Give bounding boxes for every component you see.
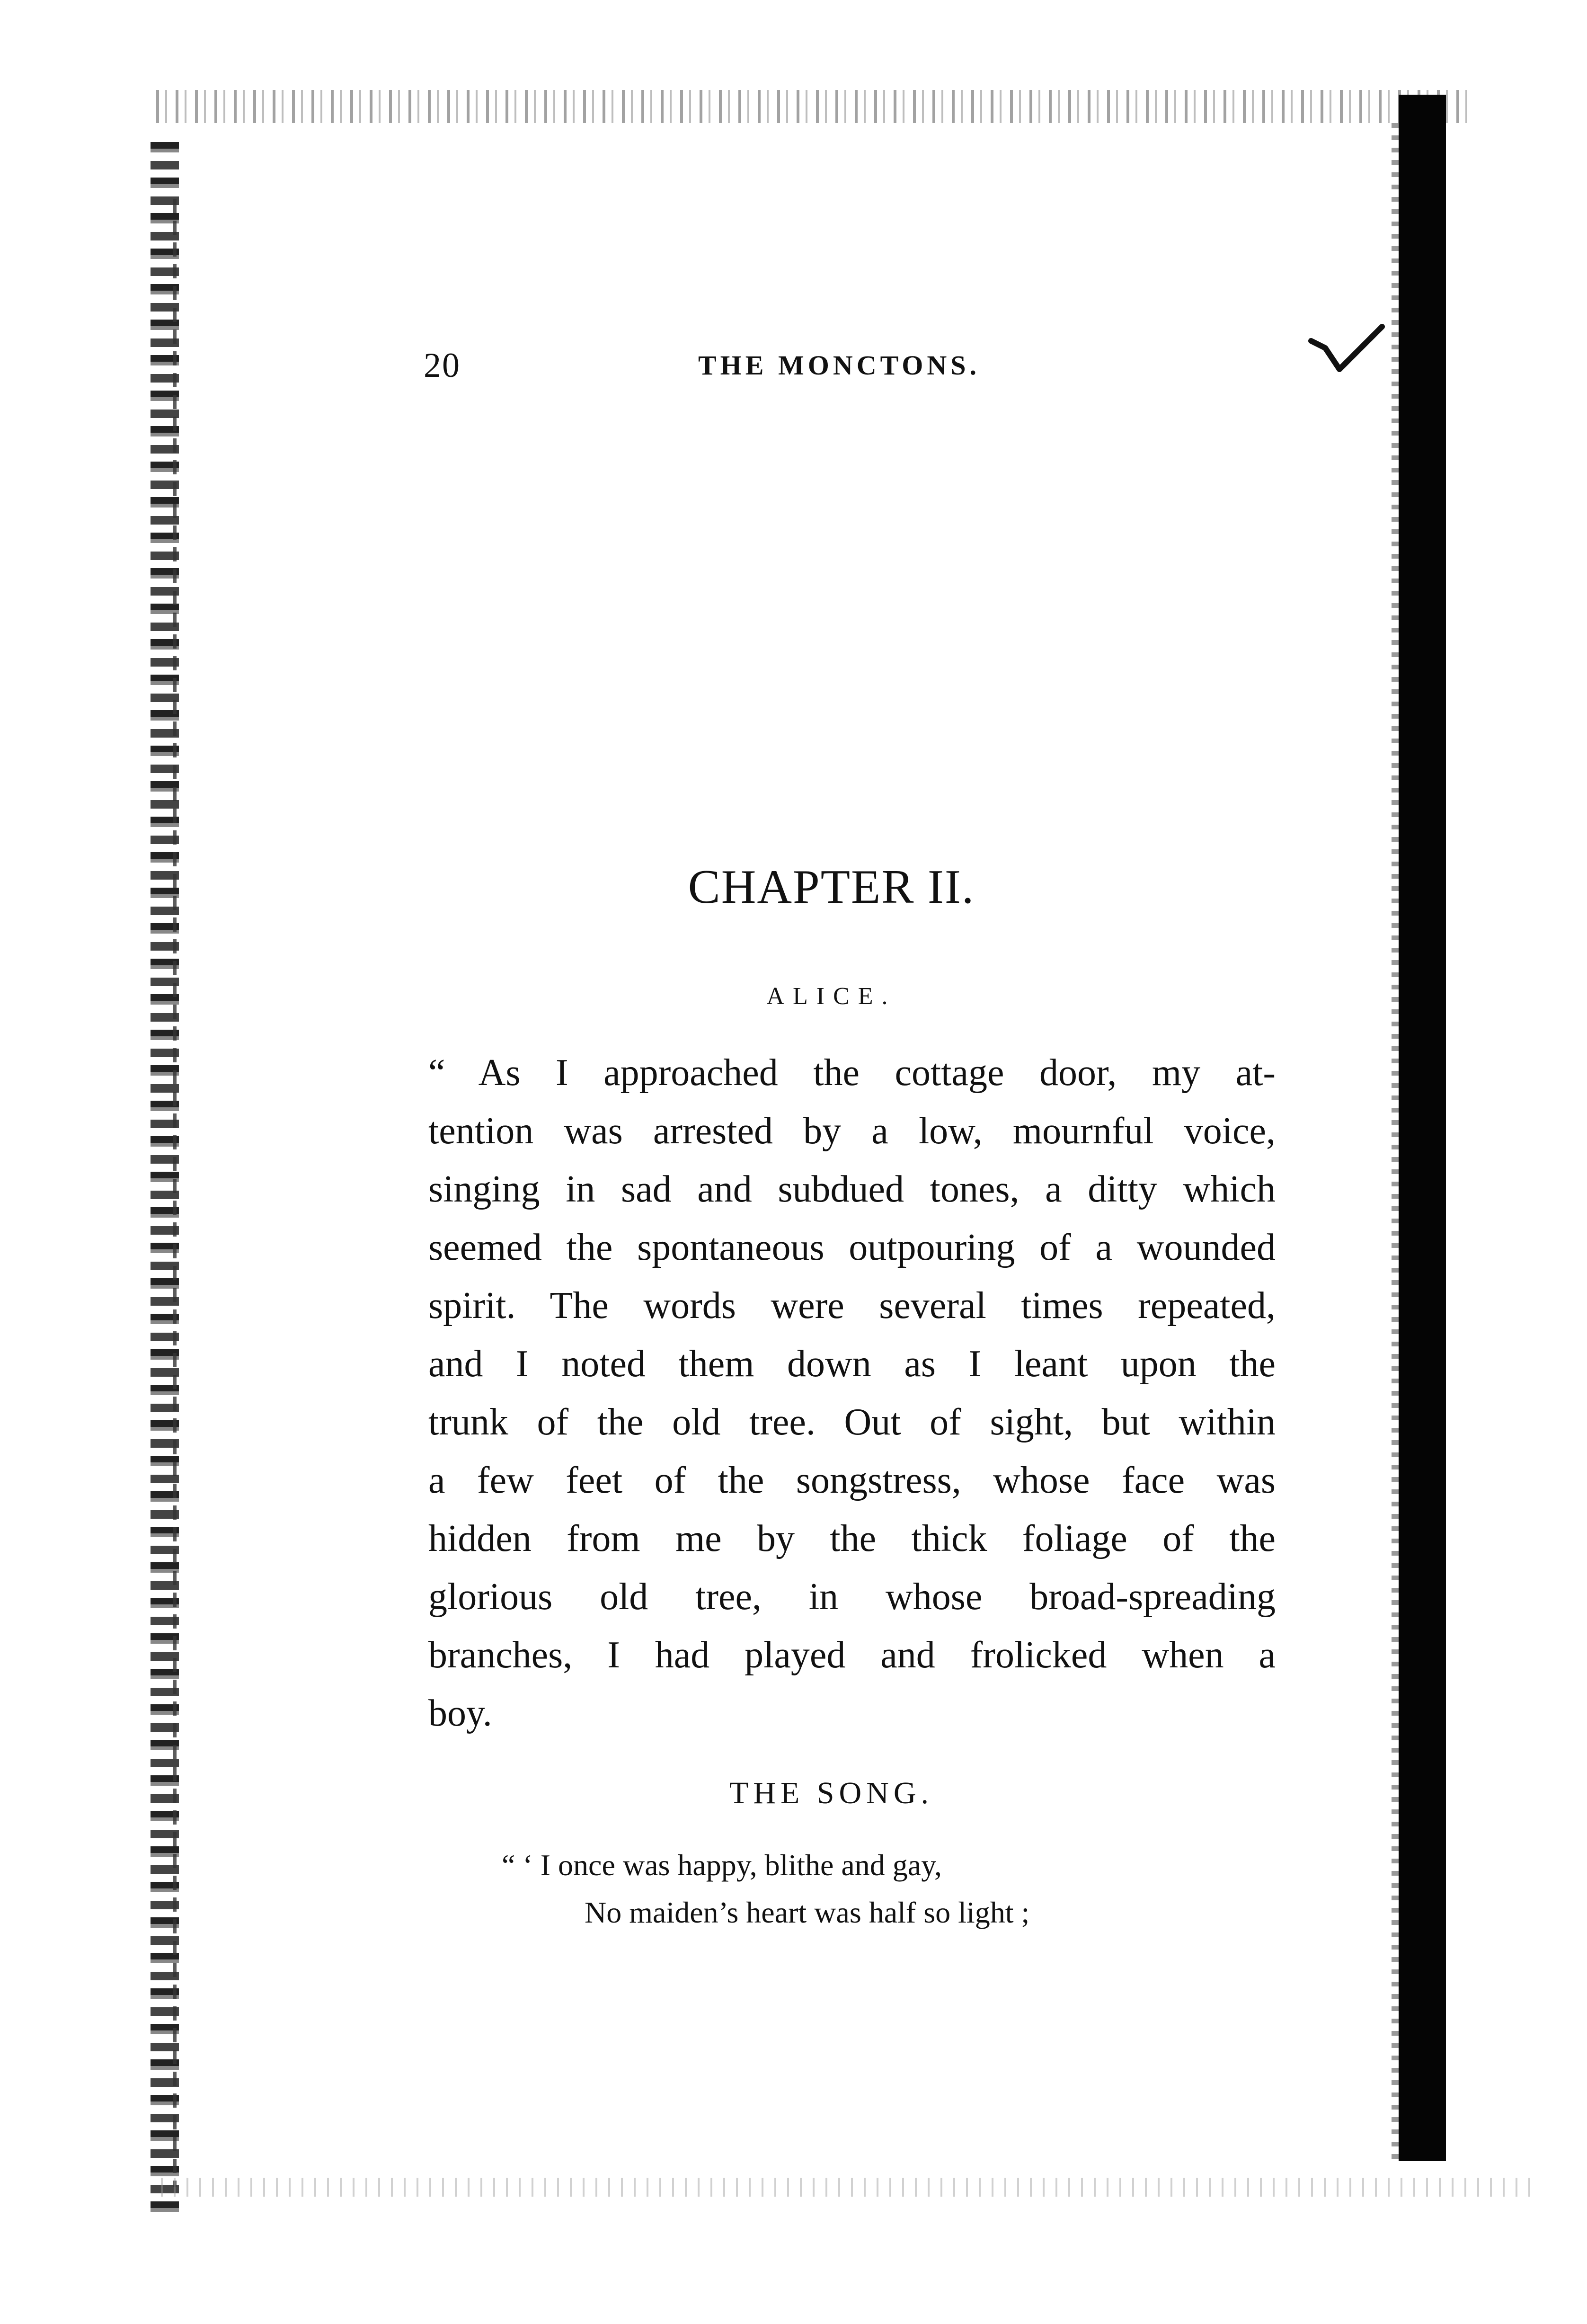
- text-line: a few feet of the songstress, whose face was: [428, 1460, 1276, 1501]
- text-line: tention was arrested by a low, mournful voice,: [428, 1110, 1276, 1152]
- text-line: seemed the spontaneous outpouring of a wounded: [428, 1227, 1276, 1268]
- text-line: hidden from me by the thick foliage of the: [428, 1518, 1276, 1559]
- text-line: “ As I approached the cottage door, my at-: [428, 1052, 1276, 1094]
- scan-binding-shadow: [173, 199, 177, 2187]
- chapter-heading: CHAPTER II.: [688, 860, 975, 914]
- verse-line: “ ‘ I once was happy, blithe and gay,: [502, 1848, 942, 1882]
- text-line: branches, I had played and frolicked when a: [428, 1634, 1276, 1676]
- scan-top-edge: [156, 90, 1472, 123]
- song-verse: [502, 1842, 1212, 1936]
- text-line: spirit. The words were several times repeated,: [428, 1285, 1276, 1327]
- checkmark-icon: [1306, 322, 1387, 383]
- text-line: trunk of the old tree. Out of sight, but within: [428, 1401, 1276, 1443]
- running-head: [424, 346, 1276, 388]
- body-paragraph: [428, 1044, 1276, 1743]
- song-heading: THE SONG.: [729, 1776, 933, 1810]
- scan-right-border: [1399, 95, 1446, 2161]
- text-line: singing in sad and subdued tones, a ditty which: [428, 1168, 1276, 1210]
- running-title: THE MONCTONS.: [698, 350, 981, 381]
- scan-bottom-edge: [161, 2178, 1534, 2197]
- text-line: and I noted them down as I leant upon the: [428, 1343, 1276, 1385]
- text-line: boy.: [428, 1692, 492, 1734]
- chapter-subtitle: ALICE.: [766, 983, 896, 1010]
- verse-line: No maiden’s heart was half so light ;: [585, 1896, 1030, 1929]
- text-line: glorious old tree, in whose broad-spreading: [428, 1576, 1276, 1618]
- page-number: 20: [424, 346, 461, 385]
